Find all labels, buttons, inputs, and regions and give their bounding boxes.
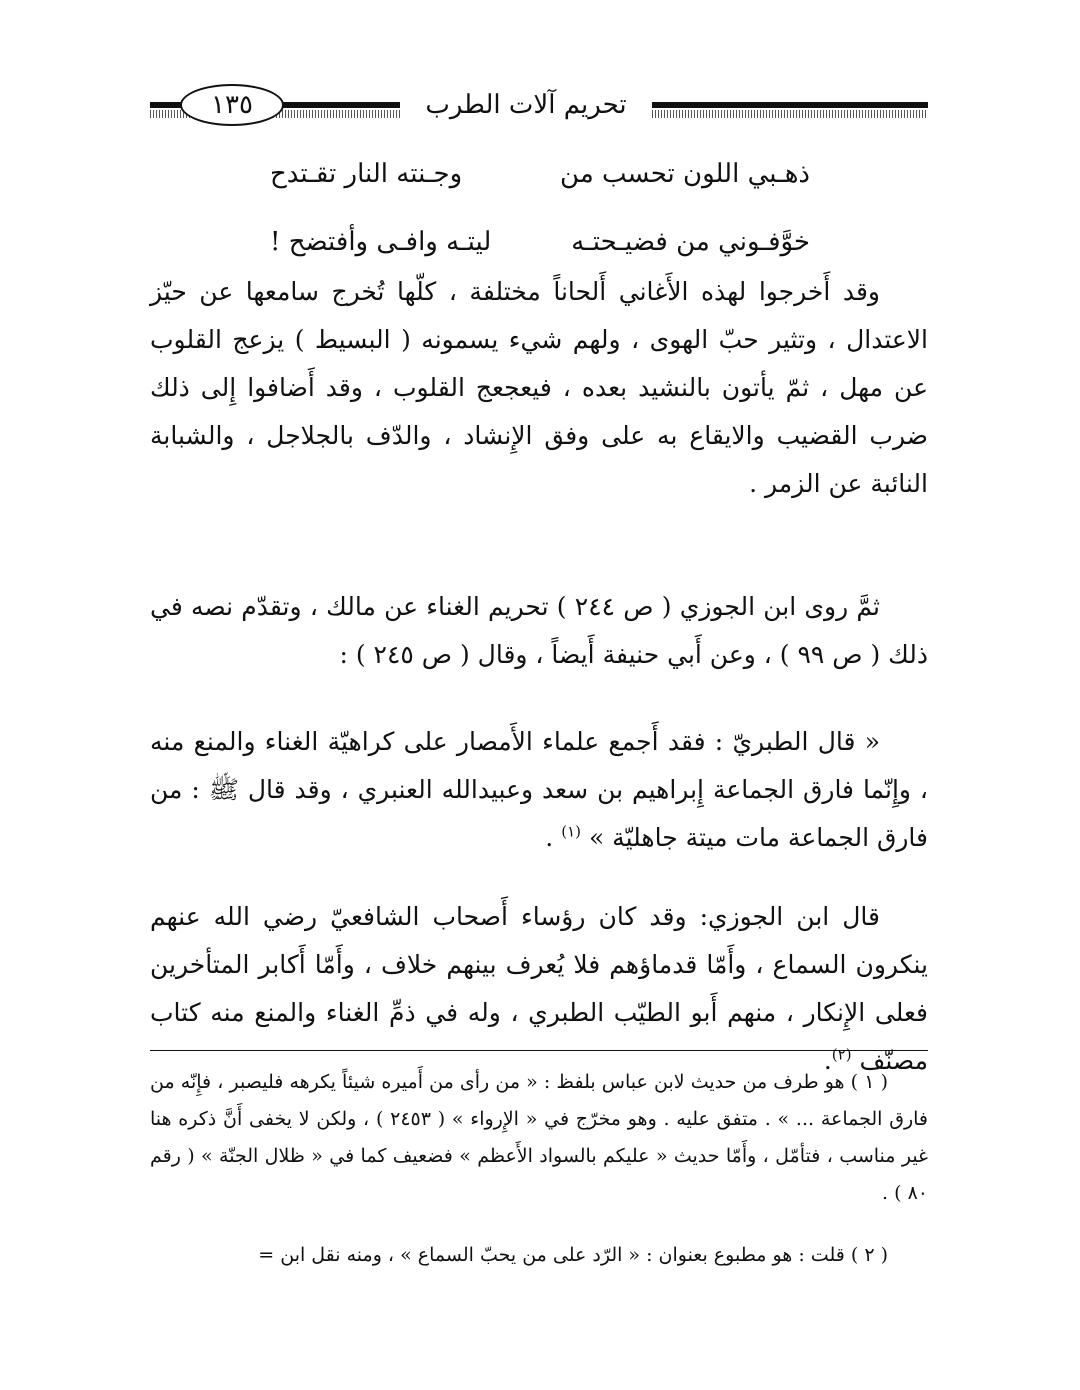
- verse-1-second-hemistich: وجـنته النار تقـتدح: [270, 159, 463, 189]
- footnote-separator: [150, 1050, 928, 1051]
- paragraph-4: [150, 893, 928, 1085]
- paragraph-3: [150, 718, 928, 862]
- poem-verse-1: [270, 154, 810, 194]
- paragraph-4-text: قال ابن الجوزي: وقد كان رؤساء أَصحاب الشافعيّ رضي الله عنهم ينكرون السماع ، وأَمّا قدماؤهم فلا يُعرف بينهم خلاف ، وأَمّا أَكابر المتأخرين فعلى الإِنكار ، منهم أَبو الطيّب الطبري ، وله في ذمِّ الغناء والمنع منه كتاب مصنّف: [150, 902, 928, 1075]
- paragraph-1-text: وقد أَخرجوا لهذه الأَغاني أَلحاناً مختلفة ، كلّها تُخرج سامعها عن حيّز الاعتدال ، وتثير حبّ الهوى ، ولهم شيء يسمونه ( البسيط ) يزعج القلوب عن مهل ، ثمّ يأتون بالنشيد بعده ، فيعجعج القلوب ، وقد أَضافوا إِلى ذلك ضرب القضيب والايقاع به على وفق الإِنشاد ، والدّف بالجلاجل ، والشبابة النائبة عن الزمر .: [150, 277, 928, 498]
- verse-1-first-hemistich: ذهـبي اللون تحسب من: [560, 159, 810, 189]
- page-number: ١٣٥: [180, 84, 284, 126]
- page-header: [150, 82, 928, 132]
- verse-2-first-hemistich: خوَّفـوني من فضيـحتـه: [571, 227, 810, 257]
- footnote-1: ( ١ ) هو طرف من حديث لابن عباس بلفظ : « من رأى من أَميره شيئاً يكرهه فليصبر ، فإِنّه من فارق الجماعة ... » . متفق عليه . وهو مخرّج في « الإِرواء » ( ٢٤٥٣ ) ، ولكن لا يخفى أَنَّ ذكره هنا غير مناسب ، فتأمّل ، وأَمّا حديث « عليكم بالسواد الأَعظم » فضعيف كما في « ظلال الجنّة » ( رقم ٨٠ ) .: [150, 1071, 928, 1204]
- running-title: تحريم آلات الطرب: [425, 90, 627, 120]
- footnote-ref-1-tail: .: [545, 823, 562, 852]
- header-rule-middle: [272, 102, 400, 108]
- header-hatch-right: [652, 110, 928, 118]
- footnote-2: ( ٢ ) قلت : هو مطبوع بعنوان : « الرّد على من يحبّ السماع » ، ومنه نقل ابن =: [258, 1244, 888, 1266]
- paragraph-2-text: ثمَّ روى ابن الجوزي ( ص ٢٤٤ ) تحريم الغناء عن مالك ، وتقدّم نصه في ذلك ( ص ٩٩ ) ، وعن أَبي حنيفة أَيضاً ، وقال ( ص ٢٤٥ ) :: [150, 592, 928, 669]
- footnote-ref-1[interactable]: (١): [561, 822, 581, 841]
- footnote-ref-2[interactable]: (٢): [831, 1045, 852, 1064]
- paragraph-2: [150, 583, 928, 679]
- paragraph-3-text: « قال الطبريّ : فقد أَجمع علماء الأَمصار على كراهيّة الغناء والمنع منه ، وإِنّما فارق الجماعة إِبراهيم بن سعد وعبيدالله العنبري ، وقد قال ﷺ : من فارق الجماعة مات ميتة جاهليّة »: [150, 727, 928, 852]
- verse-2-second-hemistich: ليتـه وافـى وأفتضح !: [270, 227, 492, 257]
- footnote-ref-2-tail: .: [823, 1046, 832, 1075]
- paragraph-1: [150, 268, 928, 508]
- header-rule-right: [652, 102, 928, 108]
- poem-verse-2: [270, 222, 810, 262]
